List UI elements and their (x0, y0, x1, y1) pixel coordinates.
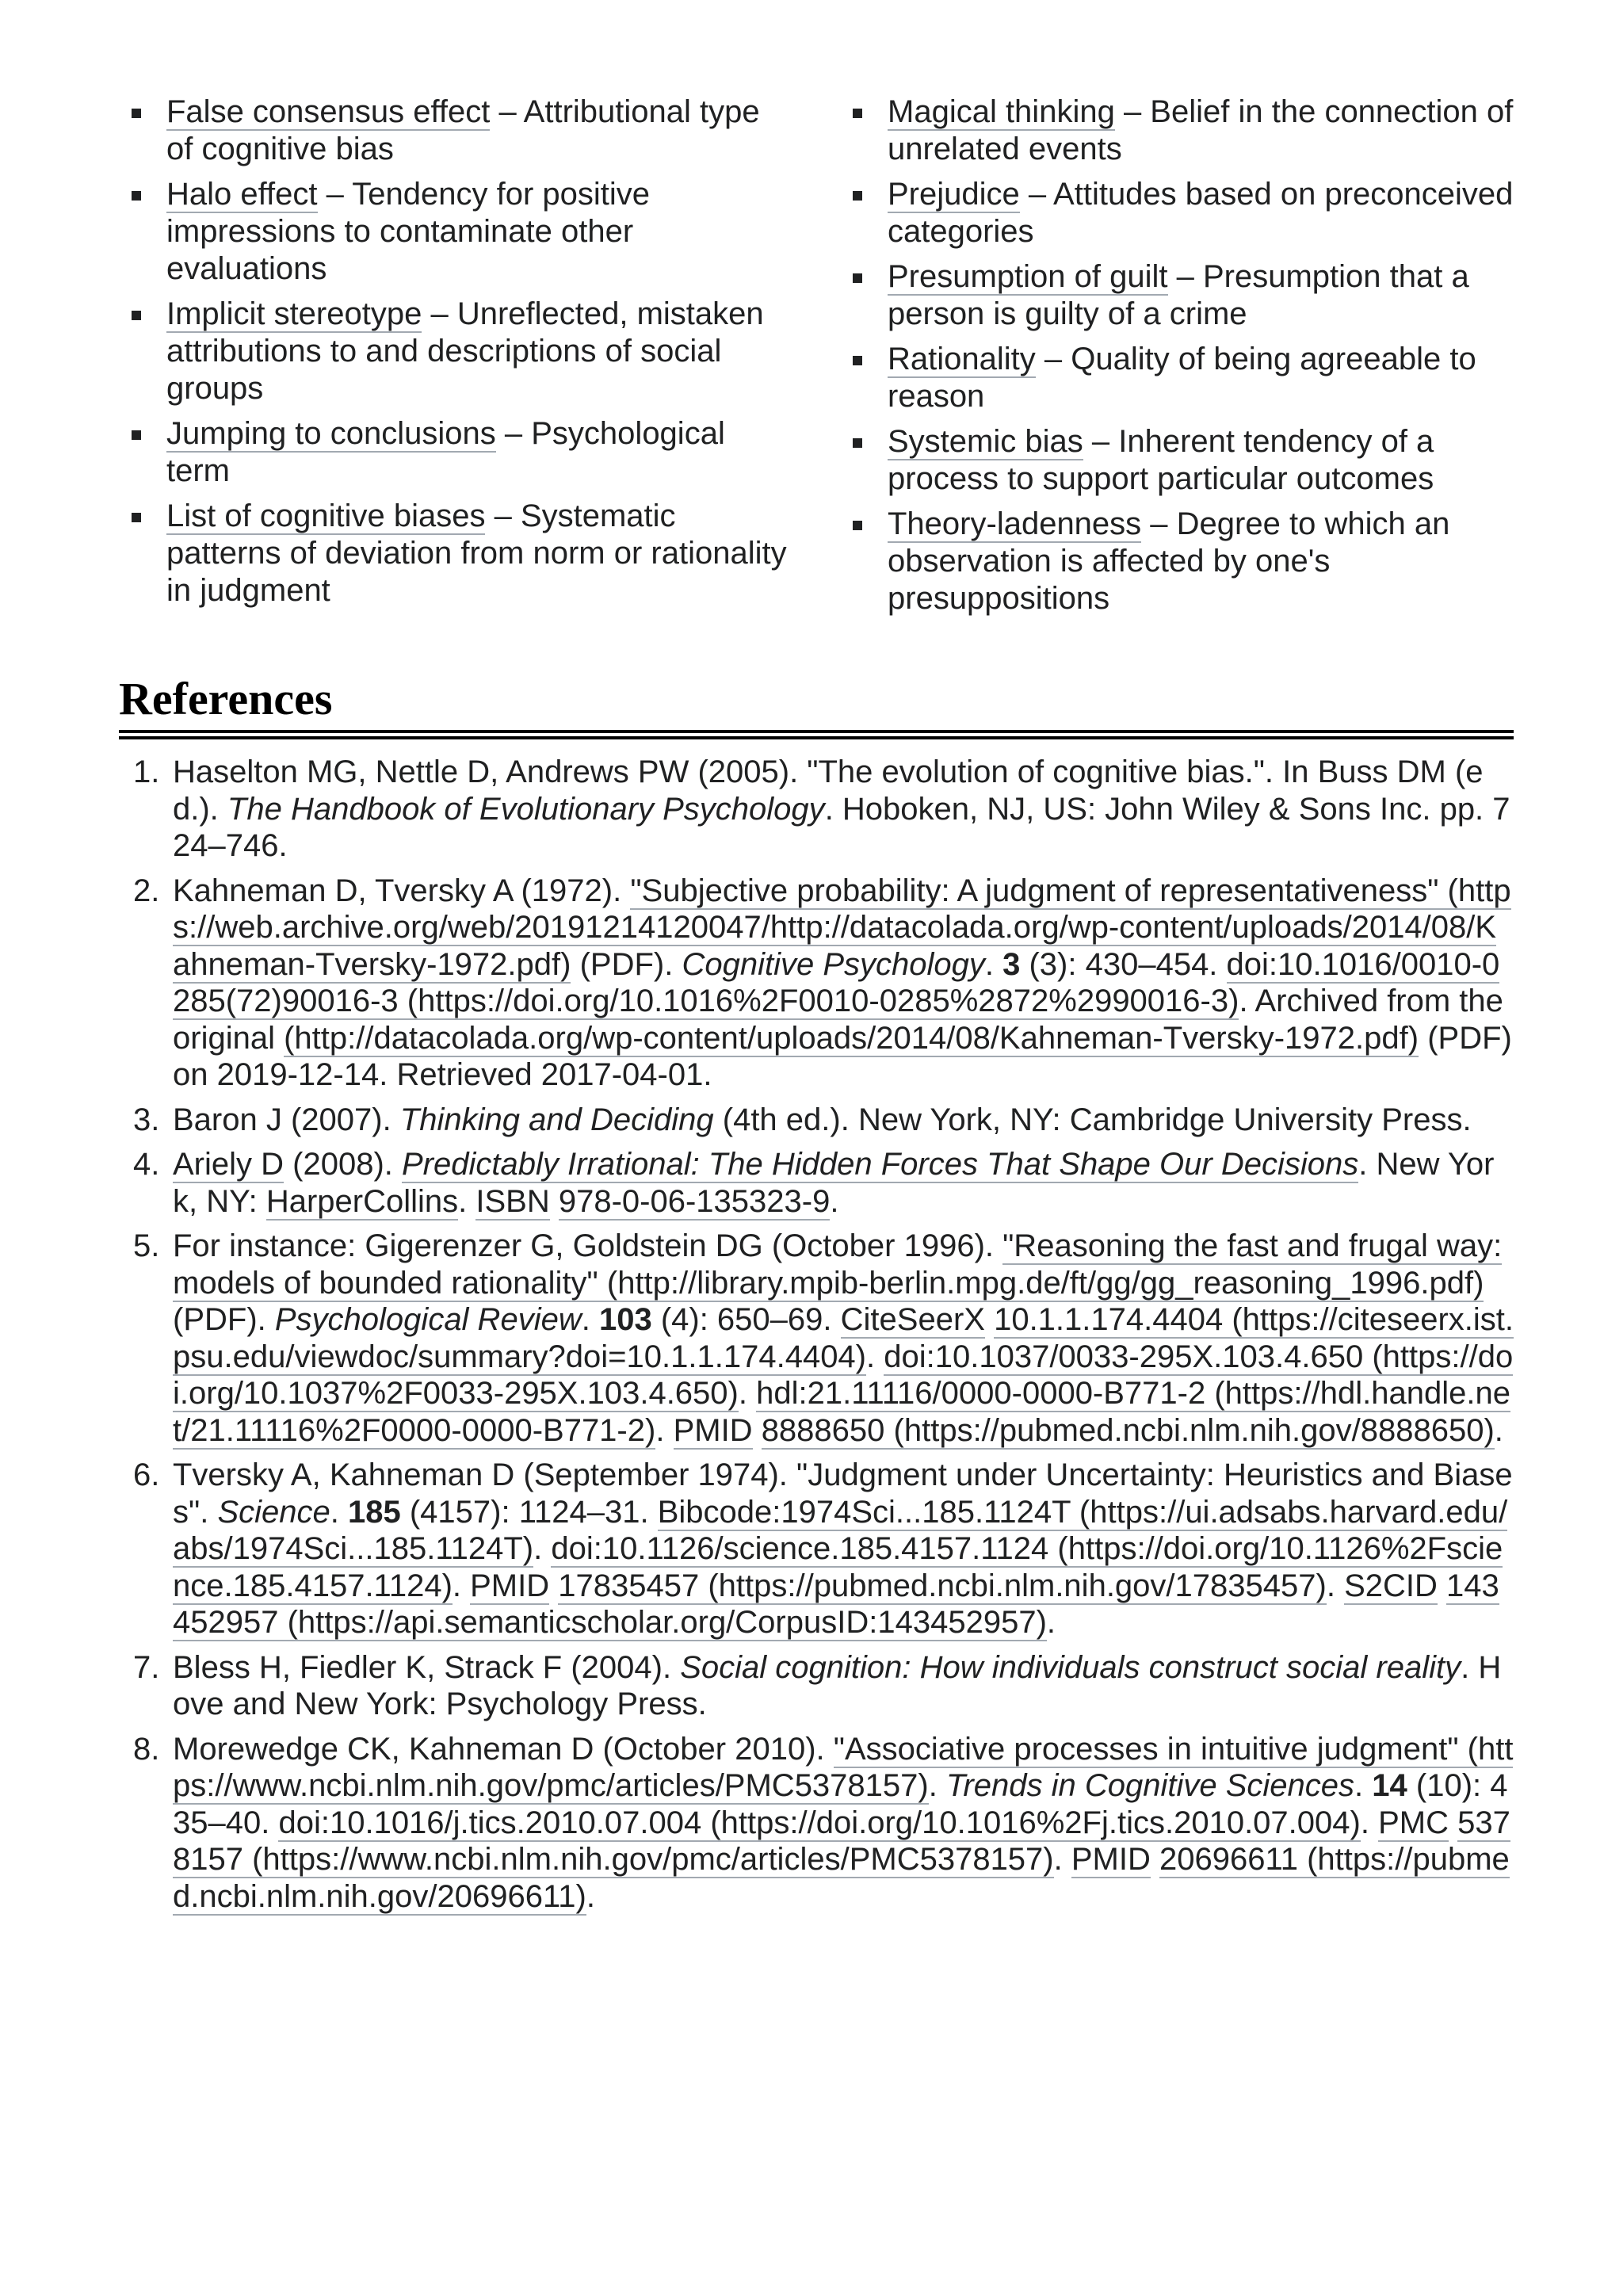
reference-number: 1. (133, 755, 160, 789)
see-also-item (119, 296, 792, 407)
reference-text: Haselton MG, Nettle D, Andrews PW (2005). "The evolution of cognitive bias.". In Buss DM (ed.). (173, 755, 1484, 827)
reference-item (119, 754, 1514, 865)
reference-item (119, 1457, 1514, 1641)
reference-link[interactable]: 5378157 (https://www.ncbi.nlm.nih.gov/pmc/articles/PMC5378157) (173, 1805, 1510, 1877)
reference-text: For instance: Gigerenzer G, Goldstein DG (October 1996). (173, 1228, 1003, 1263)
bullet-icon (132, 109, 141, 118)
bullet-icon (132, 513, 141, 522)
see-also-description: – Attitudes based on preconceived categories (888, 177, 1514, 249)
see-also-right-column (840, 94, 1514, 625)
reference-link[interactable]: PMID (470, 1568, 550, 1603)
reference-text: . (1354, 1768, 1373, 1803)
see-also-item (119, 94, 792, 168)
see-also-item (840, 258, 1514, 333)
reference-link[interactable]: 143452957 (https://api.semanticscholar.org/CorpusID:143452957) (173, 1568, 1499, 1640)
reference-title: The Handbook of Evolutionary Psychology (227, 791, 825, 827)
see-also-link[interactable]: Presumption of guilt (888, 259, 1168, 294)
see-also-link[interactable]: Implicit stereotype (166, 296, 422, 331)
reference-link[interactable]: Bibcode:1974Sci...185.1124T (https://ui.adsabs.harvard.edu/abs/1974Sci...185.1124T) (173, 1494, 1508, 1566)
see-also-link[interactable]: False consensus effect (166, 94, 491, 129)
reference-volume: 185 (347, 1494, 401, 1530)
reference-link[interactable]: "Reasoning the fast and frugal way: models of bounded rationality" (http://library.mpib-berlin.mpg.de/ft/gg/gg_reasoning_1996.pdf) (173, 1228, 1503, 1301)
see-also-link[interactable]: Magical thinking (888, 94, 1115, 129)
see-also-description: – Presumption that a person is guilty of a crime (888, 259, 1469, 331)
reference-link[interactable]: Predictably Irrational: The Hidden Forces That Shape Our Decisions (402, 1147, 1359, 1182)
reference-text: . New York, NY: (173, 1147, 1495, 1219)
reference-text: . Hove and New York: Psychology Press. (173, 1649, 1502, 1721)
reference-item (119, 1228, 1514, 1449)
see-also-item (840, 423, 1514, 498)
reference-text: . (581, 1302, 599, 1337)
reference-text (985, 1302, 994, 1337)
reference-volume: 103 (598, 1302, 652, 1337)
reference-text: . (1326, 1568, 1345, 1603)
reference-title: Science (217, 1494, 330, 1530)
reference-text: . (1494, 1412, 1503, 1448)
reference-text: . (1360, 1805, 1379, 1840)
reference-text (1438, 1568, 1446, 1603)
references-heading: References (119, 673, 333, 724)
reference-title: Social cognition: How individuals construct social reality (680, 1649, 1461, 1685)
reference-link[interactable]: CiteSeerX (840, 1302, 985, 1337)
see-also-description: – Unreflected, mistaken attributions to and descriptions of social groups (166, 296, 764, 406)
reference-number: 4. (133, 1147, 160, 1182)
reference-volume: 3 (1002, 946, 1021, 982)
reference-text: Morewedge CK, Kahneman D (October 2010). (173, 1731, 834, 1767)
reference-text (550, 1184, 559, 1219)
reference-text: . (458, 1183, 476, 1219)
references-list (119, 754, 1514, 1915)
reference-text: . (866, 1339, 884, 1374)
reference-text: Baron J (2007). (173, 1102, 400, 1137)
reference-text: . (1046, 1605, 1056, 1640)
see-also-link[interactable]: Jumping to conclusions (166, 416, 496, 451)
reference-link[interactable]: Ariely D (173, 1147, 285, 1182)
see-also-item (119, 415, 792, 490)
reference-text: . Archived from the original (173, 984, 1503, 1056)
reference-text: . (655, 1412, 674, 1448)
reference-title: Cognitive Psychology (682, 946, 985, 982)
reference-link[interactable]: hdl:21.11116/0000-0000-B771-2 (https://hdl.handle.net/21.11116%2F0000-0000-B771-2) (173, 1376, 1510, 1448)
see-also-link[interactable]: Rationality (888, 342, 1036, 376)
reference-number: 6. (133, 1457, 160, 1492)
reference-number: 3. (133, 1102, 160, 1137)
reference-text: . (984, 946, 1003, 982)
see-also-description: – Inherent tendency of a process to support particular outcomes (888, 424, 1434, 496)
see-also-link[interactable]: Systemic bias (888, 424, 1083, 459)
bullet-icon (853, 521, 862, 530)
reference-link[interactable]: "Associative processes in intuitive judgment" (https://www.ncbi.nlm.nih.gov/pmc/articles/PMC5378157) (173, 1731, 1514, 1803)
reference-text: (2008). (284, 1147, 402, 1182)
reference-number: 7. (133, 1649, 160, 1685)
see-also-description: – Degree to which an observation is affected by one's presuppositions (888, 506, 1450, 616)
reference-title: Trends in Cognitive Sciences (945, 1768, 1355, 1803)
reference-link[interactable]: PMID (1071, 1842, 1151, 1877)
reference-text: . (533, 1531, 552, 1566)
reference-text: . (452, 1568, 471, 1603)
bullet-icon (853, 191, 862, 201)
reference-text: . (830, 1183, 839, 1219)
reference-number: 5. (133, 1228, 160, 1263)
see-also-item (119, 498, 792, 609)
reference-link[interactable]: doi:10.1126/science.185.4157.1124 (https://doi.org/10.1126%2Fscience.185.4157.1124) (173, 1531, 1503, 1603)
reference-link[interactable]: PMC (1378, 1805, 1449, 1840)
reference-link[interactable]: doi:10.1016/0010-0285(72)90016-3 (https://doi.org/10.1016%2F0010-0285%2872%2990016-3) (173, 946, 1500, 1018)
reference-link[interactable]: S2CID (1344, 1568, 1438, 1603)
reference-link[interactable]: PMID (673, 1412, 753, 1448)
see-also-link[interactable]: Prejudice (888, 177, 1020, 212)
see-also-link[interactable]: Theory-ladenness (888, 506, 1142, 541)
reference-item (119, 873, 1514, 1094)
bullet-icon (132, 311, 141, 320)
reference-text: Kahneman D, Tversky A (1972). (173, 873, 631, 908)
see-also-link[interactable]: List of cognitive biases (166, 499, 486, 533)
reference-text (753, 1413, 762, 1448)
reference-text: Tversky A, Kahneman D (September 1974). "Judgment under Uncertainty: Heuristics and Biases". (173, 1457, 1513, 1530)
see-also-item (840, 506, 1514, 617)
reference-text: . (1053, 1842, 1071, 1877)
reference-text: (PDF). (173, 1302, 275, 1337)
reference-text: (PDF) on 2019-12-14. Retrieved 2017-04-01. (173, 1020, 1512, 1092)
reference-link[interactable]: 978-0-06-135323-9 (558, 1183, 831, 1219)
see-also-item (840, 341, 1514, 415)
see-also-description: – Attributional type of cognitive bias (166, 94, 760, 166)
reference-item (119, 1102, 1514, 1139)
bullet-icon (853, 356, 862, 365)
reference-text: (3): 430–454. (1020, 946, 1227, 982)
reference-title: Thinking and Deciding (399, 1102, 714, 1137)
reference-text: Bless H, Fiedler K, Strack F (2004). (173, 1649, 681, 1685)
reference-text: (4): 650–69. (651, 1302, 841, 1337)
reference-number: 8. (133, 1731, 160, 1767)
reference-text: (10): 435–40. (173, 1768, 1508, 1840)
reference-link[interactable]: doi:10.1016/j.tics.2010.07.004 (https://doi.org/10.1016%2Fj.tics.2010.07.004) (278, 1805, 1361, 1840)
see-also-description: – Quality of being agreeable to reason (888, 342, 1476, 414)
bullet-icon (132, 191, 141, 201)
reference-text: . (738, 1376, 757, 1411)
bullet-icon (853, 109, 862, 118)
see-also-section (119, 94, 1514, 625)
see-also-description: – Belief in the connection of unrelated events (888, 94, 1514, 166)
reference-link[interactable]: HarperCollins (265, 1183, 459, 1219)
reference-link[interactable]: 17835457 (https://pubmed.ncbi.nlm.nih.gov/17835457) (558, 1568, 1327, 1603)
bullet-icon (132, 430, 141, 440)
reference-text: . Hoboken, NJ, US: John Wiley & Sons Inc. pp. 724–746. (173, 791, 1510, 863)
reference-text: (4th ed.). New York, NY: Cambridge University Press. (713, 1102, 1472, 1137)
reference-number: 2. (133, 873, 160, 908)
see-also-description: – Systematic patterns of deviation from norm or rationality in judgment (166, 499, 787, 608)
see-also-left-column (119, 94, 792, 625)
reference-item (119, 1146, 1514, 1220)
reference-text: . (330, 1494, 348, 1530)
reference-volume: 14 (1372, 1768, 1407, 1803)
reference-link[interactable]: 20696611 (https://pubmed.ncbi.nlm.nih.gov/20696611) (173, 1842, 1510, 1914)
reference-text: (PDF). (571, 946, 682, 982)
reference-text (1151, 1842, 1159, 1877)
see-also-description: – Psychological term (166, 416, 725, 488)
reference-text: . (928, 1768, 946, 1803)
reference-link[interactable]: 8888650 (https://pubmed.ncbi.nlm.nih.gov/8888650) (761, 1412, 1495, 1448)
heading-rule (119, 730, 1514, 739)
reference-link[interactable]: ISBN (475, 1183, 550, 1219)
bullet-icon (853, 438, 862, 448)
see-also-link[interactable]: Halo effect (166, 177, 318, 212)
see-also-item (119, 176, 792, 288)
bullet-icon (853, 273, 862, 283)
reference-link[interactable]: "Subjective probability: A judgment of representativeness" (https://web.archive.org/web/20191214120047/http://datacolada.org/wp-content/uploads/2014/08/Kahneman-Tversky-1972.pdf) (173, 873, 1511, 982)
see-also-item (840, 176, 1514, 250)
reference-text (1449, 1805, 1457, 1840)
reference-text: . (586, 1878, 595, 1914)
reference-link[interactable]: (http://datacolada.org/wp-content/uploads/2014/08/Kahneman-Tversky-1972.pdf) (284, 1020, 1419, 1056)
reference-link[interactable]: 10.1.1.174.4404 (https://citeseerx.ist.psu.edu/viewdoc/summary?doi=10.1.1.174.4404) (173, 1302, 1514, 1374)
reference-text: (4157): 1124–31. (400, 1494, 658, 1530)
reference-title: Psychological Review (274, 1302, 582, 1337)
see-also-item (840, 94, 1514, 168)
see-also-description: – Tendency for positive impressions to contaminate other evaluations (166, 177, 651, 286)
document-page (119, 94, 1514, 1923)
reference-item (119, 1731, 1514, 1916)
reference-item (119, 1649, 1514, 1723)
reference-link[interactable]: doi:10.1037/0033-295X.103.4.650 (https://doi.org/10.1037%2F0033-295X.103.4.650) (173, 1339, 1514, 1411)
reference-text (549, 1568, 558, 1603)
